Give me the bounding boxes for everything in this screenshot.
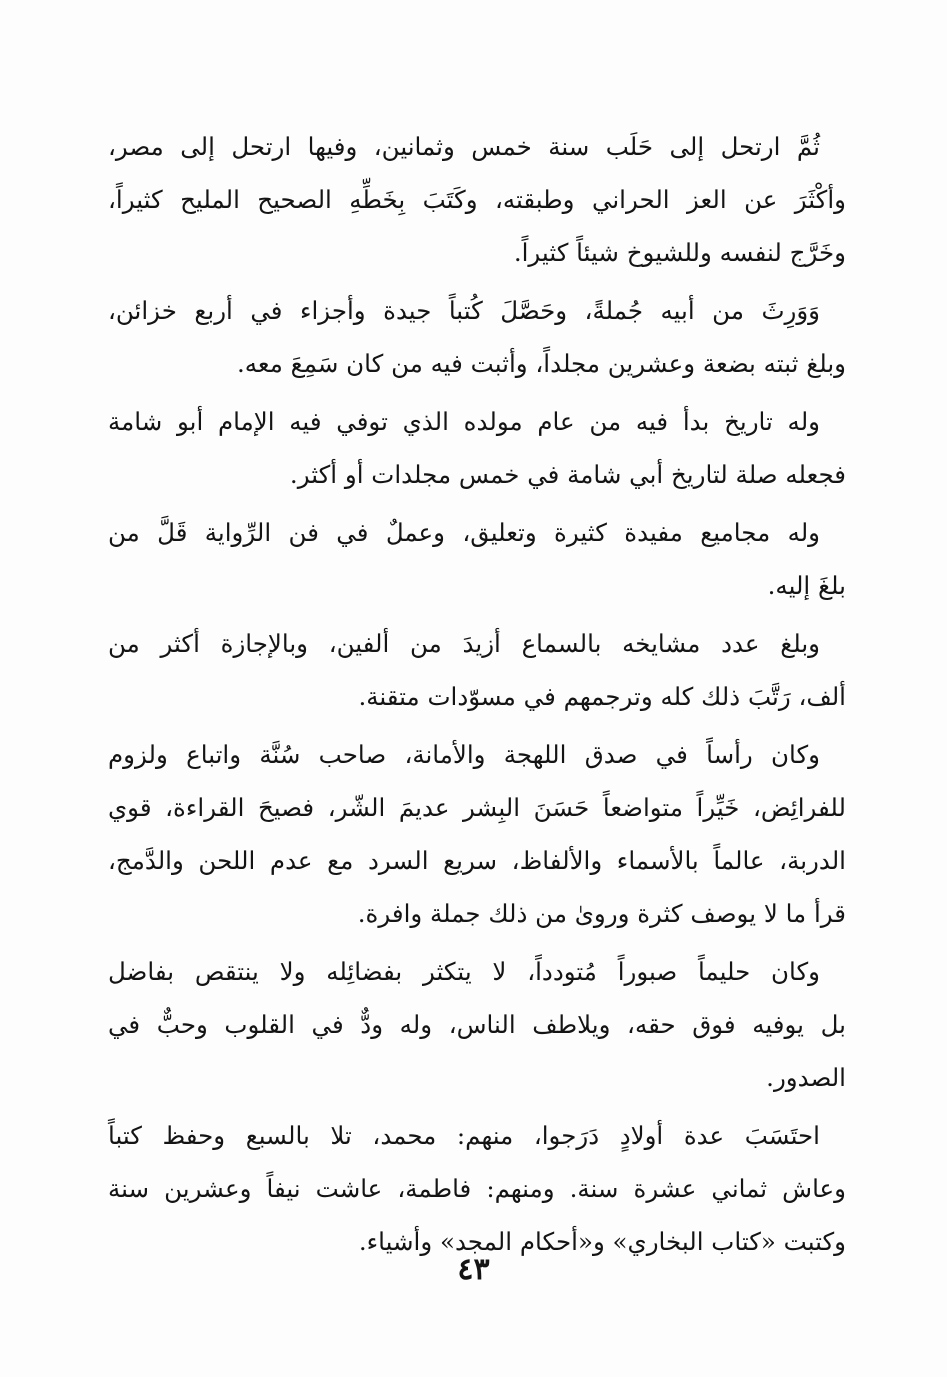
text-line: وكان رأساً في صدق اللهجة والأمانة، صاحب سُنَّة واتباع ولزوم [108, 740, 820, 769]
text-line: وبلغ ثبته بضعة وعشرين مجلداً، وأثبت فيه من كان سَمِعَ معه. [237, 349, 846, 378]
text-line: وخَرَّج لنفسه وللشيوخ شيئاً كثيراً. [513, 238, 846, 267]
paragraph-6 [108, 728, 846, 940]
paragraph-4 [108, 506, 846, 612]
text-line: وأكْثَرَ عن العز الحراني وطبقته، وكَتَبَ بِخَطِّهِ الصحيح المليح كثيراً، [108, 185, 846, 214]
text-line: وكتبت «كتاب البخاري» و«أحكام المجد» وأشياء. [358, 1227, 846, 1256]
text-line: بلغَ إليه. [767, 571, 846, 600]
text-line: وَوَرِثَ من أبيه جُملةً، وحَصَّلَ كُتباً جيدة وأجزاء في أربع خزائن، [108, 296, 820, 325]
paragraph-3 [108, 395, 846, 501]
text-line: بل يوفيه فوق حقه، ويلاطف الناس، وله ودٌّ في القلوب وحبٌّ في [108, 1010, 846, 1039]
paragraph-5 [108, 617, 846, 723]
text-line: وله مجاميع مفيدة كثيرة وتعليق، وعملٌ في فن الرِّواية قَلَّ من [108, 518, 820, 547]
text-line: وبلغ عدد مشايخه بالسماع أزيدَ من ألفين، وبالإجازة أكثر من [108, 629, 820, 658]
page-number: ٤٣ [457, 1252, 490, 1287]
text-line: قرأ ما لا يوصف كثرة وروىٰ من ذلك جملة وافرة. [357, 899, 846, 928]
text-line: للفرائِض، خَيِّراً متواضعاً حَسَنَ البِشر عديمَ الشّر، فصيحَ القراءة، قوي [108, 793, 846, 822]
paragraph-2 [108, 284, 846, 390]
text-line: وله تاريخ بدأ فيه من عام مولده الذي توفي فيه الإمام أبو شامة [108, 407, 820, 436]
text-line: الدربة، عالماً بالأسماء والألفاظ، سريع السرد مع عدم اللحن والدَّمج، [108, 846, 846, 875]
paragraph-1 [108, 120, 846, 279]
text-line: وعاش ثماني عشرة سنة. ومنهم: فاطمة، عاشت نيفاً وعشرين سنة [108, 1174, 846, 1203]
paragraph-8 [108, 1109, 846, 1268]
text-line: ثُمَّ ارتحل إلى حَلَب سنة خمس وثمانين، وفيها ارتحل إلى مصر، [108, 132, 820, 161]
text-line: احتَسَبَ عدة أولادٍ دَرَجوا، منهم: محمد، تلا بالسبع وحفظ كتباً [108, 1121, 820, 1150]
text-line: وكان حليماً صبوراً مُتودداً، لا يتكثر بفضائِله ولا ينتقص بفاضل [108, 957, 820, 986]
text-line: الصدور. [766, 1063, 846, 1092]
paragraph-7 [108, 945, 846, 1104]
text-line: فجعله صلة لتاريخ أبي شامة في خمس مجلدات أو أكثر. [289, 460, 846, 489]
main-text [108, 120, 846, 1268]
text-line: ألف، رَتَّبَ ذلك كله وترجمهم في مسوّدات متقنة. [358, 682, 846, 711]
